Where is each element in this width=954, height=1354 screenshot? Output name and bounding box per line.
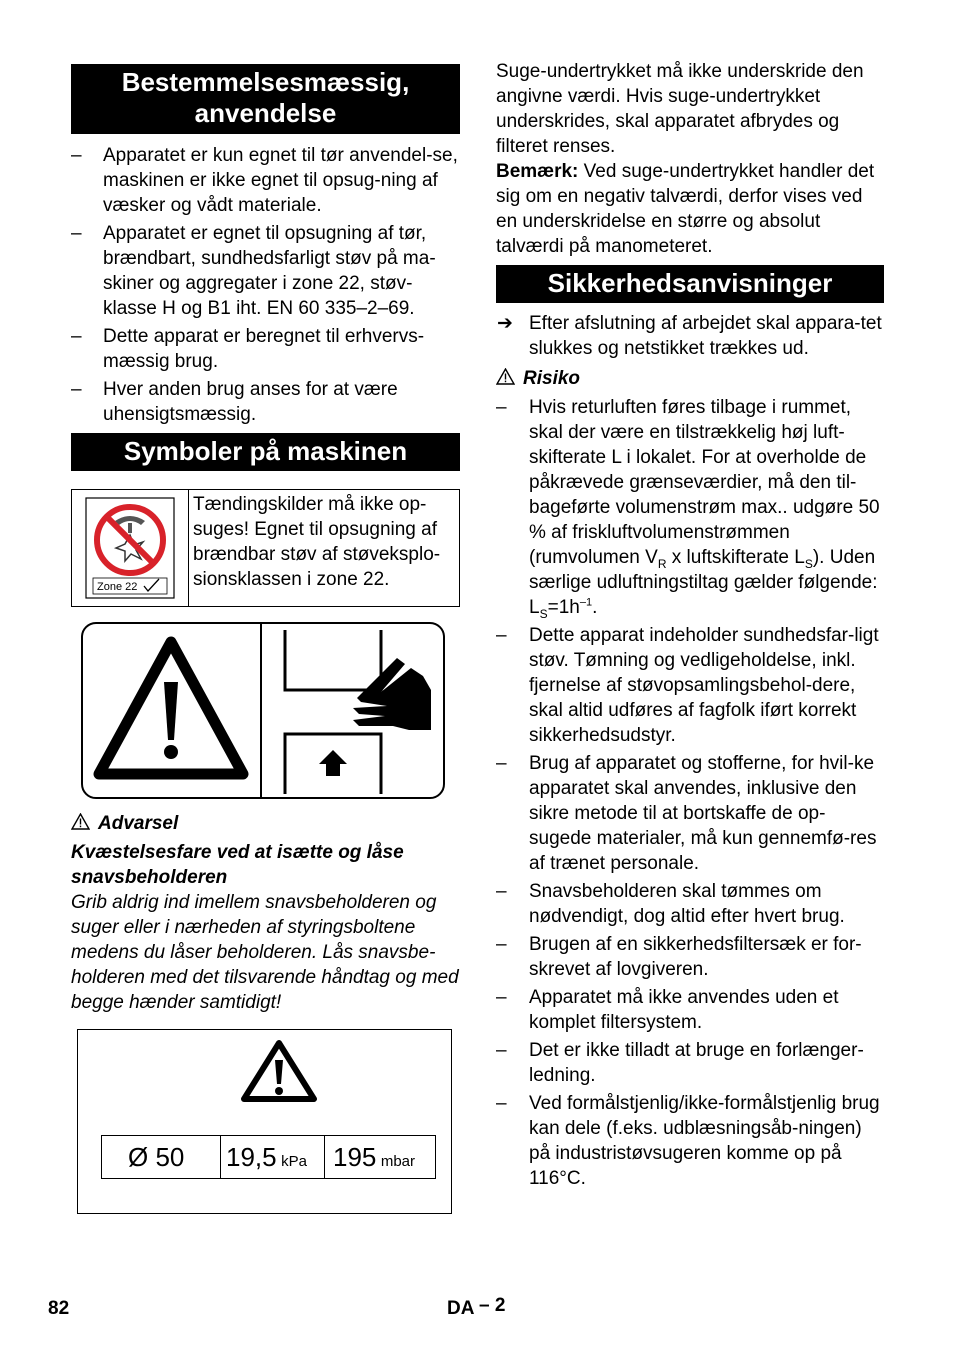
- warning-block: [71, 811, 460, 1015]
- warning-triangle-icon: [496, 368, 515, 385]
- section-number: – 2: [479, 1295, 506, 1316]
- kpa-unit: kPa: [281, 1153, 307, 1170]
- list-item: – Det er ikke tilladt at bruge en forlænger-ledning.: [496, 1040, 864, 1086]
- mbar-cell: [326, 1136, 435, 1178]
- pinch-warning-pictogram: [81, 622, 447, 800]
- list-item: – Dette apparat indeholder sundhedsfar-ligt støv. Tømning og vedligeholdelse, inkl. fjernelse af støvopsamlingsbehol-dere, skal altid udføres af fagfolk iført korrekt sikkerhedsudstyr.: [496, 625, 879, 746]
- vacuum-label: [77, 1029, 452, 1214]
- heading-line-1: Bestemmelsesmæssig,: [121, 67, 410, 97]
- warning-triangle-icon: [239, 1038, 319, 1104]
- kpa-value: 19,5: [226, 1142, 277, 1172]
- list-item: – Ved formålstjenlig/ikke-formålstjenlig brug kan dele (f.eks. udblæsningsåb-ningen) på industristøvsugeren komme op på 116°C.: [496, 1093, 880, 1189]
- mbar-value: 195: [333, 1142, 377, 1172]
- symbol-cell: [72, 490, 189, 606]
- list-item: – Brugen af en sikkerhedsfiltersæk er for-skrevet af lovgiveren.: [496, 934, 862, 980]
- diameter-cell: Ø 50: [102, 1136, 221, 1178]
- mbar-unit: mbar: [380, 1153, 416, 1170]
- list-item: – Apparatet er egnet til opsugning af tør, brændbart, sundhedsfarligt støv på ma-skiner og aggregater i zone 22, støv-klasse H og B1 iht. EN 60 335–2–69.: [71, 223, 436, 319]
- list-item: – Hvis returluften føres tilbage i rummet, skal der være en tilstrækkelig høj luft-skifterate L i lokalet. For at overholde de påkrævede grænseværdier, må den til-bageførte volumenstrøm max.. udgøre 50 % af friskluftvolumenstrømmen (rumvolumen $V_R$ x luftskifterate $L_S$). Uden særlige udluftningstiltag gælder følgende: $L_S=1h^{-1}$.: [496, 397, 880, 621]
- warning-label: Advarsel: [98, 813, 179, 834]
- heading-symbols: Symboler på maskinen: [71, 433, 460, 471]
- heading-intended-use: [71, 64, 460, 134]
- gauge-values: [101, 1135, 436, 1179]
- warning-subtitle: Kvæstelsesfare ved at isætte og låse snavsbeholderen: [71, 842, 404, 888]
- risk-title: [496, 366, 580, 391]
- symbol-table: [71, 489, 460, 607]
- note-paragraph: [496, 159, 884, 259]
- list-item: – Brug af apparatet og stofferne, for hvil-ke apparatet skal anvendes, inklusive den sikre metode til at bortskaffe de op-sugede materialer, må kun gennemfø-res af trænet personale.: [496, 753, 877, 874]
- list-item: – Snavsbeholderen skal tømmes om nødvendigt, dog altid efter hvert brug.: [496, 881, 845, 927]
- list-item: – Dette apparat er beregnet til erhvervs-mæssig brug.: [71, 326, 425, 372]
- zone-label: Zone 22: [97, 581, 138, 593]
- risk-label: Risiko: [523, 368, 581, 389]
- intro-paragraph: Suge-undertrykket må ikke underskride den angivne værdi. Hvis suge-undertrykket underskrides, skal apparatet afbrydes og filteret renses.: [496, 61, 864, 157]
- symbol-description: Tændingskilder må ikke op-suges! Egnet til opsugning af brændbar støv af støveksplo-sionsklassen i zone 22.: [193, 494, 441, 590]
- page-number: 82: [48, 1298, 70, 1319]
- heading-safety: Sikkerhedsanvisninger: [496, 265, 884, 303]
- risk-list: [496, 395, 884, 1194]
- intended-use-list: [71, 143, 460, 430]
- warning-text: Grib aldrig ind imellem snavsbeholderen og suger eller i nærheden af styringsboltene medens du låser beholderen. Lås snavsbe-holderen med det tilsvarende håndtag og med begge hænder samtidigt!: [71, 892, 459, 1013]
- warning-triangle-icon: [71, 813, 90, 830]
- list-item: – Apparatet er kun egnet til tør anvendel-se, maskinen er ikke egnet til opsug-ning af væsker og vådt materiale.: [71, 145, 458, 216]
- arrow-right-icon: ➔: [497, 313, 513, 334]
- no-ignition-sources-icon: [85, 497, 175, 599]
- arrow-instruction: ➔ Efter afslutning af arbejdet skal appara-tet slukkes og netstikket trækkes ud.: [497, 313, 882, 359]
- list-item: – Apparatet må ikke anvendes uden et komplet filtersystem.: [496, 987, 839, 1033]
- note-label: Bemærk:: [496, 161, 579, 182]
- note-text: Ved suge-undertrykket handler det sig om en negativ talværdi, derfor vises ved en underskridelse en større og absolut talværdi på manometeret.: [496, 161, 875, 257]
- warning-title: [71, 811, 460, 836]
- kpa-cell: [222, 1136, 325, 1178]
- page-section: [447, 1295, 506, 1320]
- list-item: – Hver anden brug anses for at være uhensigtsmæssig.: [71, 379, 398, 425]
- language-code: DA: [447, 1298, 474, 1319]
- heading-line-2: anvendelse: [194, 98, 337, 128]
